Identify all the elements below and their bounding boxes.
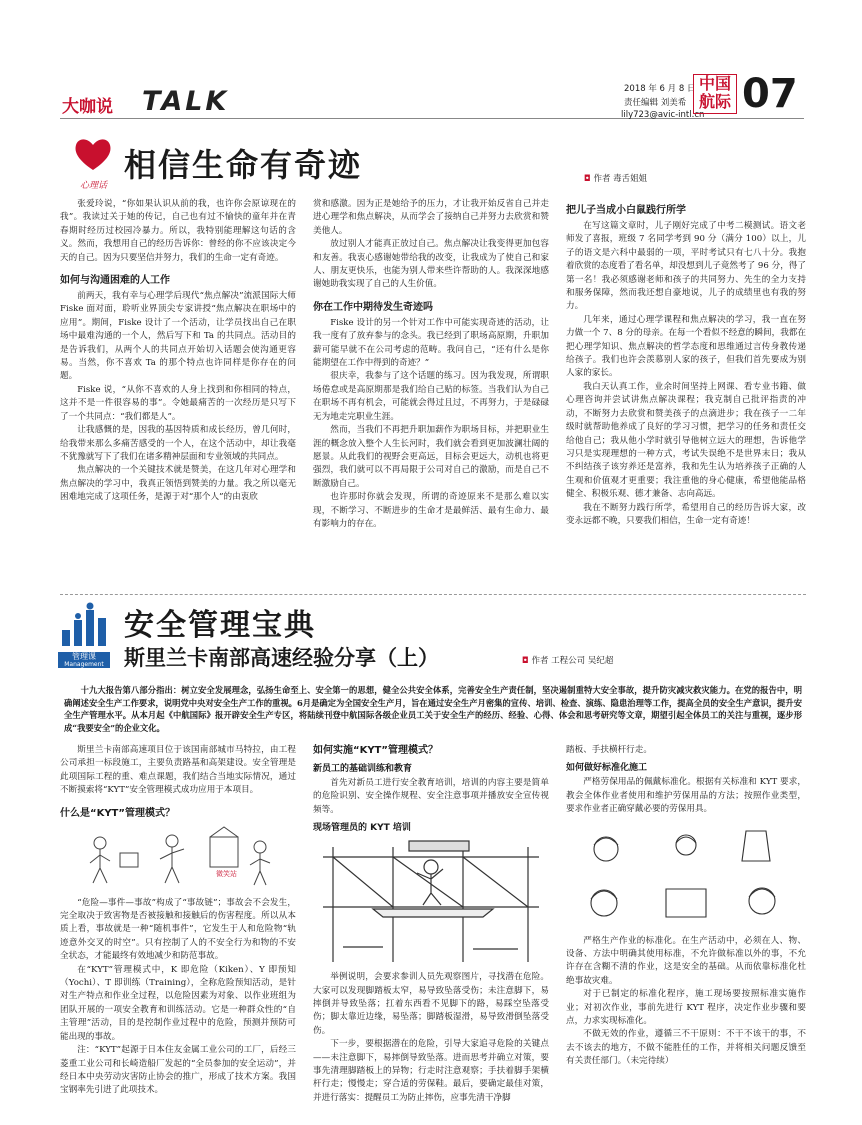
paragraph: Fiske 说，“从你不喜欢的人身上找到和你相同的特点，这并不是一件很容易的事”。令她最痛苦的一次经历是只写下了一个共同点：“我们都是人”。: [60, 384, 296, 422]
article2-author: [522, 654, 613, 666]
article2-intro: 十九大报告第八部分指出：树立安全发展理念，弘扬生命至上、安全第一的思想，健全公共安全体系，完善安全生产责任制，坚决遏制重特大安全事故，提升防灾减灾救灾能力。在党的报告中，明确阐述安全生产工作要求，说明党中央对安全生产工作的重视。6月是确定为全国安全生产月，旨在通过安全生产月密集的宣传、培训、检查、演练、隐患治理等工作，提高全员的安全生产意识，提升安全生产管理水平。从本月起《中航国际》报开辟安全生产专区，将陆续刊登中航国际各级企业员工关于安全生产的经历、经验、心得、体会和思考研究等文章，期望引起全体员工的关注与重视，逐步形成“我要安全”的企业文化。: [64, 685, 802, 733]
management-logo: [58, 602, 110, 668]
paragraph: 踏板、手扶横杆行走。: [566, 745, 652, 755]
paragraph: 首先对新员工进行安全教育培训，培训的内容主要是简单的危险识别、安全操作规程、安全注意事项并播放安全宣传视频等。: [313, 778, 549, 815]
paragraph: 让我感慨的是，因我的基因特质和成长经历，曾几何时，给我带来那么多痛苦感受的一个人，在这个活动中，却让我毫不犹豫就写下了我们在诸多精神层面和专业领域的共同点。: [60, 425, 296, 462]
paragraph: 斯里兰卡南部高速项目位于该国南部城市马特拉，由工程公司承担一标段施工，主要负责路基和高架建设。安全管理是此项国际工程的重、难点课题，我们结合当地实际情况，通过不断摸索将“KYT”安全管理模式成功应用于本项目。: [60, 745, 296, 796]
ppe-cartoon-image: [566, 821, 806, 931]
header-email: lily723@avic-intl.cn: [621, 110, 705, 120]
paragraph: 注：“KYT”起源于日本住友金属工业公司的工厂，后经三菱重工业公司和长崎造船厂发起的“全员参加的安全运动”，并经日本中央劳动灾害防止协会的推广，形成了技术方案。我国宝钢率先引进了此项技术。: [60, 1045, 296, 1096]
section-divider: [60, 594, 806, 595]
author-marker-icon: ◘: [584, 174, 591, 184]
section-heading: 你在工作中期待发生奇迹吗: [313, 301, 433, 313]
article1-author-text: 作者 毒舌姐姐: [593, 174, 648, 184]
paragraph: 严格劳保用品的佩戴标准化。根据有关标准和 KYT 要求，教会全体作业者使用和维护劳保用品的方法；按照作业类型，要求作业者正确穿戴必要的劳保用具。: [566, 777, 806, 815]
scaffold-cartoon-figure: [313, 837, 549, 967]
heart-icon: [72, 134, 114, 174]
section-heading: 把儿子当成小白鼠践行所学: [566, 205, 686, 216]
paragraph: 很庆幸，我参与了这个话题的练习。因为我发现，所谓职场倦怠或是高原期那是我们给自己贴的标签。当我们认为自己在职场不再有机会，可能就会得过且过，不再努力，于是碌碌无为地走完职业生涯。: [313, 371, 549, 422]
paragraph: 焦点解决的一个关键技术就是赞美，在这几年对心理学和焦点解决的学习中，我真正领悟到赞美的力量。我之所以毫无困难地完成了这项任务，是源于对“那个人”的由衷欣: [60, 465, 296, 503]
paragraph: 我白天认真工作，业余时间坚持上网课、看专业书籍、做心理咨询并尝试讲焦点解决课程；我克制自己批评指责的冲动，不断努力去欣赏和赞美孩子的点滴进步；我在孩子一二年级时就帮助他养成了良好的学习习惯，把学习的任务和责任交给他自己；我从他小学时就引导他树立远大的理想，告诉他学习只是实现理想的一种方式，考试失误绝不是世界末日；我从不纠结孩子该穷养还是富养，我和先生认为培养孩子正确的人生观和价值观才更重要；我注重他的身心健康，希望他能品格健全、积极乐观、德才兼备、志向高远。: [566, 381, 806, 500]
paragraph: 赏和感激。因为正是她给予的压力，才让我开始反省自己并走进心理学和焦点解决，从而学会了接纳自己并努力去欣赏和赞美他人。: [313, 199, 549, 236]
brand-logo-bottom: 航际: [698, 92, 731, 111]
article2-title: 安全管理宝典: [124, 608, 316, 643]
heart-logo-text: 心理话: [80, 181, 108, 191]
article2-column-3: [566, 744, 806, 1116]
article2-column-1: [60, 744, 296, 1116]
people-bars-icon: [58, 602, 110, 648]
page-number: 07: [742, 71, 798, 117]
article1-column-1: [60, 198, 296, 584]
paragraph: 也许那时你就会发现，所谓的奇迹原来不是那么难以实现，不断学习、不断进步的生命才是最鲜活、最有生命力、最有影响力的存在。: [313, 492, 549, 529]
section-heading: 如何与沟通困难的人工作: [60, 275, 170, 287]
paragraph: 严格生产作业的标准化。在生产活动中，必须在人、物、设备、方法中明确其使用标准，不允许做标准以外的事，不允许存在含糊不清的作业，这是安全的基础。从而依靠标准化杜绝事故灾难。: [566, 935, 806, 986]
paragraph: 几年来，通过心理学课程和焦点解决的学习，我一直在努力做一个 7、8 分的母亲。在每一个看似不经意的瞬间，我都在把心理学知识、焦点解决的哲学态度和思维通过言传身教传递给孩子。我们也许会羡慕别人家的孩子，但我们首先要成为别人家的家长。: [566, 314, 806, 379]
section-heading: 如何实施“KYT”管理模式？: [313, 745, 438, 756]
sub-heading: 现场管理员的 KYT 培训: [313, 823, 411, 834]
paragraph: 我在不断努力践行所学，希望用自己的经历告诉大家，改变永远都不晚，只要我们相信，生命一定有奇迹！: [566, 502, 806, 526]
heart-logo: [72, 134, 114, 174]
paragraph: 举例说明，会要求参训人员先观察图片，寻找潜在危险。大家可以发现脚踏板太窄，易导致坠落受伤；未注意脚下，易摔倒并导致坠落；扛着东西看不见脚下的路，易踩空坠落受伤；脚太靠近边缘，易坠落；脚踏板湿滑，易导致滑倒坠落受伤。: [313, 972, 549, 1036]
sub-heading: 如何做好标准化施工: [566, 763, 648, 774]
paragraph: 不做无效的作业，遵循三不干原则：不干不该干的事，不去不该去的地方，不做不能胜任的工作，并将相关问题反馈至有关责任部门。（未完待续）: [566, 1029, 806, 1067]
paragraph: 下一步，要根据潜在的危险，引导大家追寻危险的关键点——未注意脚下，易摔倒导致坠落。进而思考并确立对策，要事先清理脚踏板上的异物；行走时注意观察；手扶着脚手架横杆行走；慢慢走；穿合适的劳保鞋。最后，要确定最佳对策，并进行落实：提醒员工为防止摔伤，应事先清干净脚: [313, 1039, 549, 1103]
article1-column-2: [313, 198, 549, 584]
paragraph: 对于已制定的标准化程序，施工现场要按照标准实施作业；对初次作业，事前先进行 KYT 程序，决定作业步骤和要点，力求实现标准化。: [566, 989, 806, 1027]
fig-caption-label: 微笑站: [216, 869, 237, 878]
management-logo-cn: 管理课: [72, 652, 96, 661]
section-label-en: TALK: [142, 86, 230, 117]
kyt-cartoon-figure: [60, 823, 296, 893]
sub-heading: 新员工的基础训练和教育: [313, 764, 413, 774]
article2-column-2: [313, 744, 549, 1116]
management-logo-bar: [58, 652, 110, 668]
paragraph: “危险—事件—事故”构成了“事故链”；事故会不会发生，完全取决于致害物是否被接触和接触后的伤害程度。所以从本质上看，事故就是一种“随机事件”，它发生于人和危险物“轨迹意外交叉的时空”。只有控制了人的不安全行为和物的不安全状态，才能最终有效地减少和防范事故。: [60, 897, 296, 962]
article1-column-3: [566, 198, 806, 584]
paragraph: 在“KYT”管理模式中，K 即危险（Kiken）、Y 即预知（Yochi）、T 即训练（Training），全称危险预知活动，是针对生产特点和作业全过程，以危险因素为对象、以作业班组为团队开展的一项安全教育和训练活动。它是一种群众性的“自主管理”活动，目的是控制作业过程中的危险，预测并预防可能出现的事故。: [60, 964, 296, 1042]
article2-subtitle: 斯里兰卡南部高速经验分享（上）: [124, 646, 439, 670]
header-date: 2018 年 6 月 8 日: [624, 84, 696, 94]
section-label-cn: 大咖说: [62, 97, 113, 117]
management-logo-en: Management: [64, 661, 104, 668]
paragraph: 张爱玲说，“你如果认识从前的我，也许你会原谅现在的我”。我读过关于她的传记，自己也有过不愉快的童年并在青春期时经历过校园冷暴力。所以，我特别能理解这句话的含义。然而，我想用自己的经历告诉你：曾经的你不应该决定今天的自己。因为只要坚信并努力，我们的生命一定有奇迹。: [60, 199, 296, 263]
paragraph: 在写这篇文章时，儿子刚好完成了中考二模测试。语文老师发了喜报，班级 7 名同学考到 90 分（满分 100）以上，儿子的语文是六科中最弱的一项，平时考试只有七八十分。我抱着欣赏的态度看了看名单，却没想到儿子竟然考了 96 分，得了第一名！我必须感谢老师和孩子的共同努力、先生的全力支持和服务保障，然而我还想自豪地说，儿子的成绩里也有我的努力。: [566, 221, 806, 312]
paragraph: Fiske 设计的另一个针对工作中可能实现奇迹的活动，让我一度有了放弃参与的念头。我已经到了职场高原期，升职加薪可能早就不在公司考虑的范畴。我问自己，“还有什么是你能期望在工作中得到的奇迹？”: [313, 317, 549, 369]
scaffold-cartoon-image: [313, 837, 549, 967]
brand-logo: [693, 74, 737, 114]
paragraph: 然而，当我们不再把升职加薪作为职场目标，并把职业生涯的概念放入整个人生长河时，我们就会看到更加波澜壮阔的愿景。从此我们的视野会更高远，目标会更远大，动机也将更强烈，我们就可以不再局限于公司对自己的激励，而是自己不断激励自己。: [313, 425, 549, 489]
author-marker-icon: ◘: [522, 656, 529, 666]
paragraph: 前两天，我有幸与心理学后现代“焦点解决”流派国际大师 Fiske 面对面，聆听业界顶尖专家讲授“焦点解决在职场中的应用”。期间，Fiske 设计了一个活动，让学员找出自己在职场中最难沟通的一个人，然后写下和 Ta 的共同点。活动目的是告诉我们，从两个人的共同点开始切入话题会使沟通更容易。当然，你不喜欢 Ta 的那个特点也许同样是你存在的问题。: [60, 291, 296, 382]
section-heading: 什么是“KYT”管理模式？: [60, 807, 175, 819]
paragraph: 放过别人才能真正放过自己。焦点解决让我变得更加包容和友善。我衷心感谢她带给我的改变，让我成为了使自己和家人、朋友更快乐，也能为别人带来些许帮助的人。我深深地感谢她助我实现了自己的人生价值。: [313, 239, 549, 290]
article1-title: 相信生命有奇迹: [124, 146, 363, 184]
brand-logo-top: 中国: [698, 74, 731, 93]
article1-author: [584, 172, 647, 184]
article2-author-text: 作者 工程公司 吴纪超: [531, 656, 614, 666]
ppe-cartoon-figure: [566, 821, 806, 931]
header-editor: 责任编辑 刘美希: [624, 98, 687, 108]
kyt-cartoon-image: [60, 823, 296, 893]
